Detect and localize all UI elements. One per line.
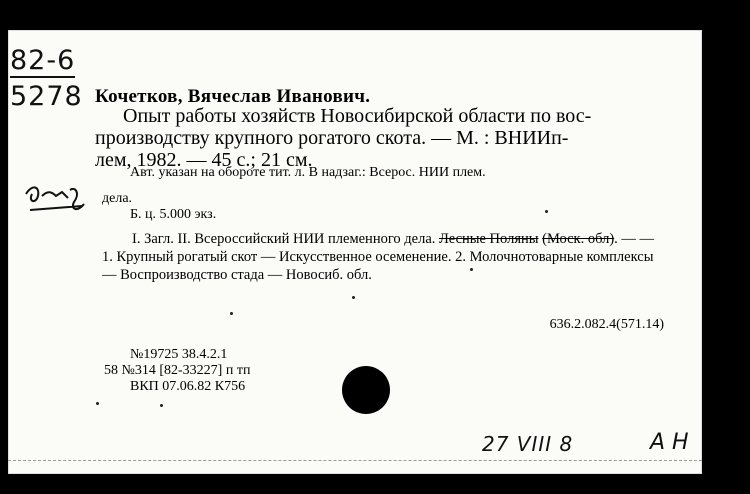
call-number-line2: 5278 [10, 81, 83, 112]
speck [352, 296, 355, 299]
struck-text: Лесные Поляны [439, 231, 539, 247]
struck-text: (Моск. обл) [542, 231, 615, 247]
handwritten-initials: А Н [650, 430, 689, 455]
note-line: Авт. указан на обороте тит. л. В надзаг.: Всерос. НИИ плем. [130, 165, 486, 180]
udc-code: 636.2.082.4(571.14) [549, 317, 664, 332]
speck [160, 404, 163, 407]
author-heading: Кочетков, Вячеслав Иванович. [95, 86, 371, 107]
tracings-part: . — — 1. Крупный рогатый скот — Искусственное осеменение. 2. Молочнотоварные комплексы — Воспроизводство стада — Новосиб. обл. [102, 231, 655, 283]
registry-line: №19725 38.4.2.1 [130, 347, 228, 362]
speck [230, 312, 233, 315]
title-line: лем, 1982. — 45 с.; 21 см. [95, 149, 313, 171]
note-line: дела. [102, 191, 133, 206]
tracings-part: I. Загл. II. Всероссийский НИИ племенного дела. [132, 231, 440, 247]
handwritten-date: 27 VIII 8 [482, 432, 574, 456]
card-bottom-edge [8, 460, 702, 461]
speck [545, 210, 548, 213]
scan-border [702, 30, 750, 494]
speck [470, 268, 473, 271]
title-block [95, 105, 665, 171]
title-line: производству крупного рогатого скота. — М. : ВНИИп- [95, 127, 569, 149]
call-number-line1: 82-6 [10, 45, 76, 76]
handwritten-scribble [22, 180, 92, 220]
speck [96, 402, 99, 405]
title-line: Опыт работы хозяйств Новосибирской области по вос- [123, 105, 592, 127]
circulation-line: Б. ц. 5.000 экз. [130, 207, 217, 222]
tracings-block [102, 230, 667, 284]
registry-line: 58 №314 [82-33227] п тп [104, 363, 251, 378]
registry-line: ВКП 07.06.82 К756 [130, 379, 246, 394]
punch-hole [342, 366, 390, 414]
